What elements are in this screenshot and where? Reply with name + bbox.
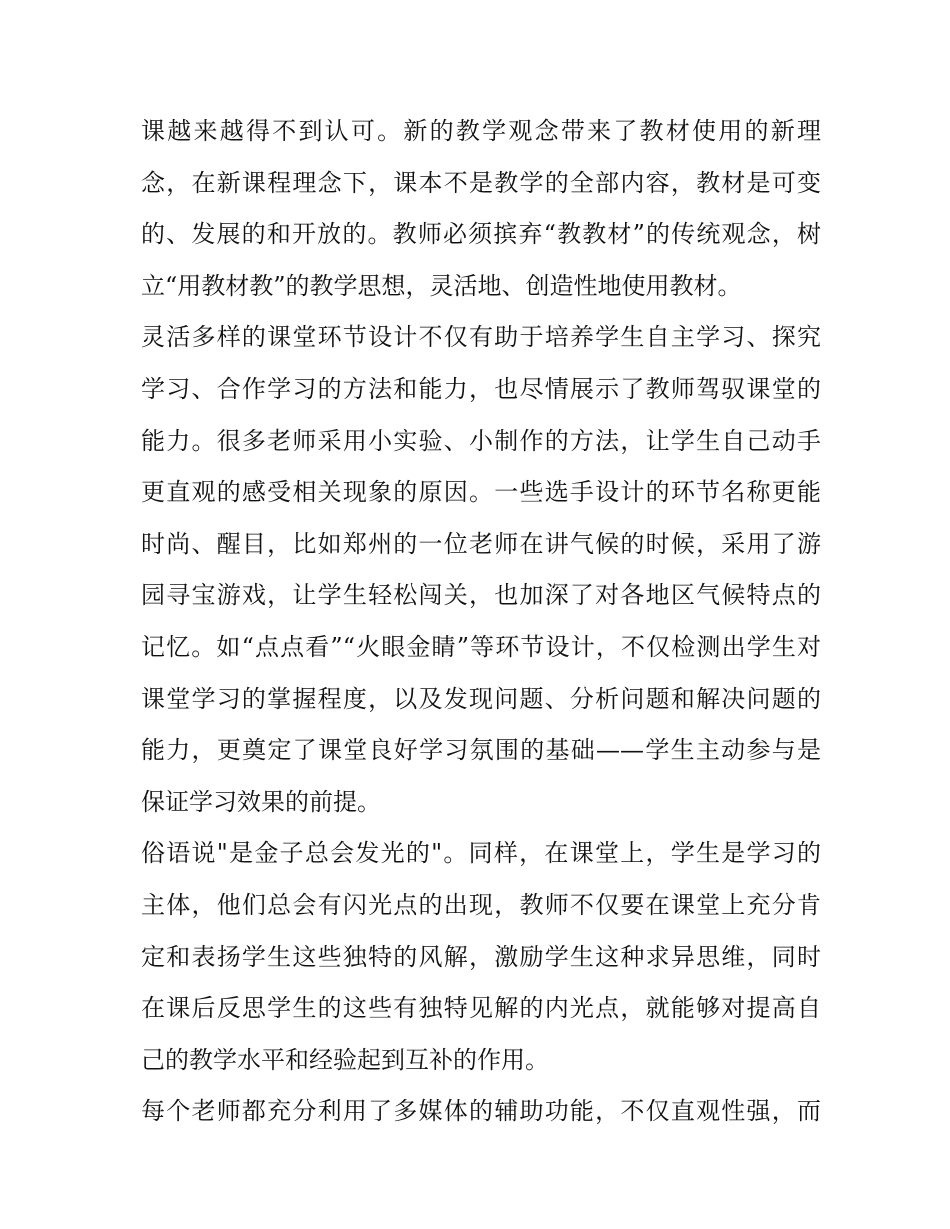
text-line: 园寻宝游戏，让学生轻松闯关，也加深了对各地区气候特点的 (141, 581, 821, 610)
text-line: 在课后反思学生的这些有独特见解的内光点，就能够对提高自 (141, 994, 821, 1023)
text-line: 己的教学水平和经验起到互补的作用。 (141, 1045, 549, 1074)
text-line: 课堂学习的掌握程度，以及发现问题、分析问题和解决问题的 (141, 684, 821, 713)
text-line: 记忆。如“点点看”“火眼金睛”等环节设计，不仅检测出学生对 (141, 632, 821, 661)
paragraph-2 (141, 312, 821, 828)
text-line: 立“用教材教”的教学思想，灵活地、创造性地使用教材。 (141, 271, 742, 300)
text-line: 学习、合作学习的方法和能力，也尽情展示了教师驾驭课堂的 (141, 374, 821, 403)
text-line: 课越来越得不到认可。新的教学观念带来了教材使用的新理 (141, 117, 821, 145)
text-line: 时尚、醒目，比如郑州的一位老师在讲气候的时候，采用了游 (141, 529, 821, 558)
text-line: 能力，更奠定了课堂良好学习氛围的基础——学生主动参与是 (141, 736, 821, 765)
text-line: 能力。很多老师采用小实验、小制作的方法，让学生自己动手 (141, 426, 821, 455)
text-line: 更直观的感受相关现象的原因。一些选手设计的环节名称更能 (141, 478, 821, 507)
paragraph-1 (141, 106, 821, 312)
document-body (141, 106, 821, 1138)
paragraph-4 (141, 1086, 821, 1138)
paragraph-3 (141, 828, 821, 1086)
text-line: 灵活多样的课堂环节设计不仅有助于培养学生自主学习、探究 (141, 323, 821, 352)
text-line: 俗语说"是金子总会发光的"。同样，在课堂上，学生是学习的 (141, 839, 821, 868)
text-line: 念，在新课程理念下，课本不是教学的全部内容，教材是可变 (141, 168, 821, 197)
text-line: 每个老师都充分利用了多媒体的辅助功能，不仅直观性强，而 (141, 1097, 821, 1126)
text-line: 主体，他们总会有闪光点的出现，教师不仅要在课堂上充分肯 (141, 890, 821, 919)
text-line: 定和表扬学生这些独特的风解，激励学生这种求异思维，同时 (141, 942, 821, 971)
text-line: 保证学习效果的前提。 (141, 787, 381, 816)
text-line: 的、发展的和开放的。教师必须摈弃“教教材”的传统观念，树 (141, 220, 821, 249)
